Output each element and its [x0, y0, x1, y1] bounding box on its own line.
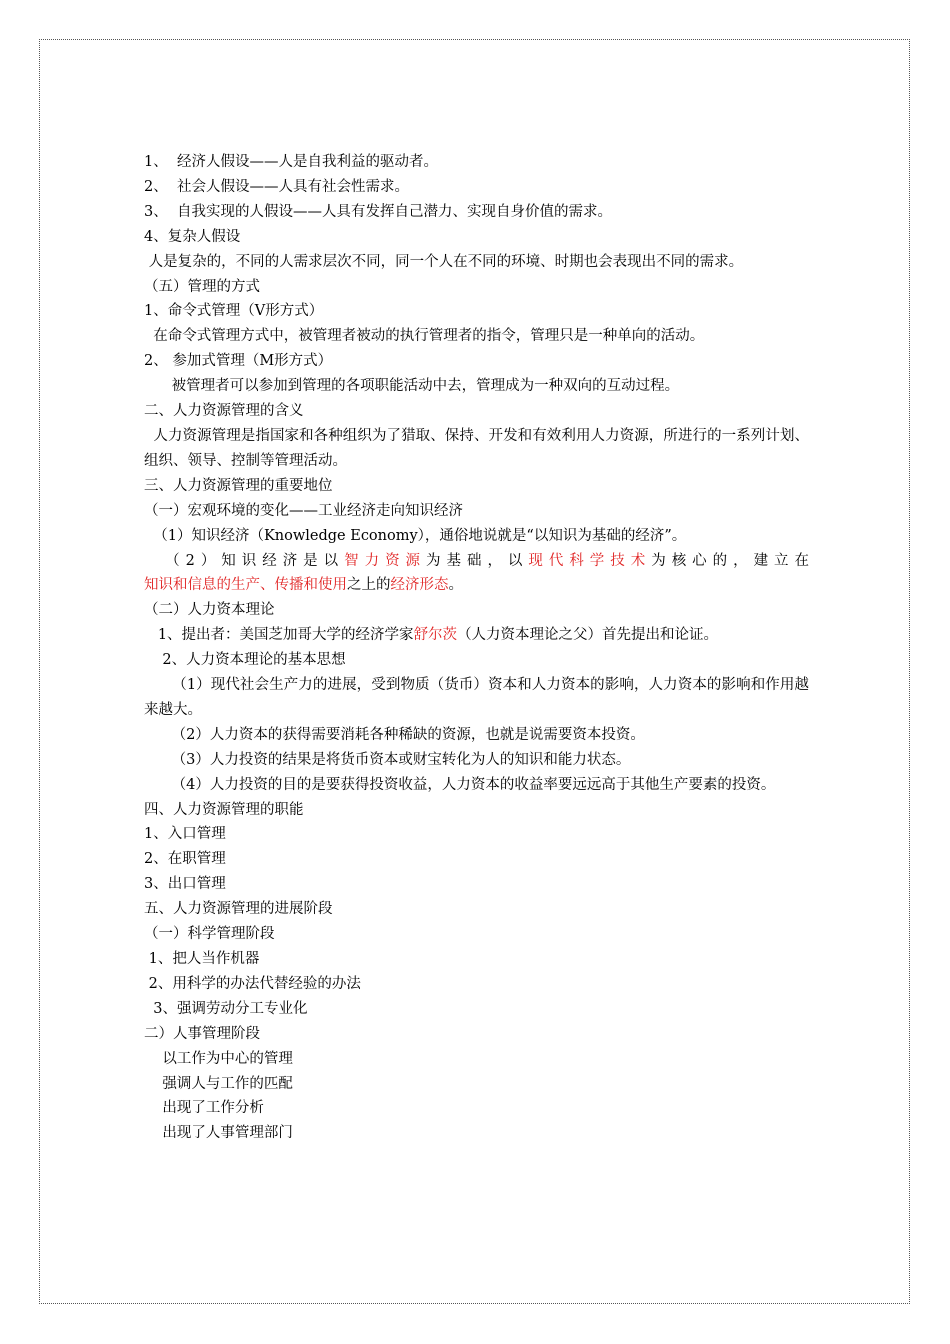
- text-span: 为核心的，建立在: [651, 552, 810, 569]
- text-line: 以工作为中心的管理: [144, 1050, 293, 1067]
- highlight-text: 智力资源: [344, 552, 427, 569]
- text-line: 出现了人事管理部门: [144, 1125, 293, 1142]
- text-line: 4、复杂人假设: [144, 228, 241, 245]
- text-line: 3、出口管理: [144, 876, 226, 893]
- subsection-heading: （一）科学管理阶段: [144, 926, 275, 943]
- paragraph: 人是复杂的，不同的人需求层次不同，同一个人在不同的环境、时期也会表现出不同的需求。: [144, 253, 744, 270]
- document-body: [144, 150, 809, 1146]
- text-line: 1、入口管理: [144, 826, 226, 843]
- text-span: 。: [448, 577, 463, 594]
- text-line: 3、 自我实现的人假设——人具有发挥自己潜力、实现自身价值的需求。: [144, 203, 612, 220]
- section-heading: 四、人力资源管理的职能: [144, 801, 304, 818]
- section-heading: 三、人力资源管理的重要地位: [144, 477, 333, 494]
- text-span: （2）知识经济是以: [144, 552, 345, 569]
- text-line: 出现了工作分析: [144, 1100, 264, 1117]
- highlight-text: 现代科学技术: [528, 552, 652, 569]
- knowledge-economy-paragraph: [144, 549, 809, 599]
- text-line: 1、命令式管理（V形方式）: [144, 303, 324, 320]
- highlight-text: 知识和信息的生产、传播和使用: [144, 577, 347, 594]
- text-line: （1）知识经济（Knowledge Economy），通俗地说就是“以知识为基础的经济”。: [144, 527, 687, 544]
- text-span: （人力资本理论之父）首先提出和论证。: [457, 627, 719, 644]
- text-span: 为基础，以: [426, 552, 529, 569]
- text-line: 2、用科学的办法代替经验的办法: [144, 975, 361, 992]
- text-line: 被管理者可以参加到管理的各项职能活动中去，管理成为一种双向的互动过程。: [144, 378, 680, 395]
- section-heading: 五、人力资源管理的进展阶段: [144, 901, 333, 918]
- subsection-heading: （二）人力资本理论: [144, 602, 275, 619]
- section-heading: 二、人力资源管理的含义: [144, 403, 304, 420]
- highlight-text: 经济形态: [390, 577, 449, 594]
- text-line: 1、 经济人假设——人是自我利益的驱动者。: [144, 154, 438, 170]
- subsection-heading: （一）宏观环境的变化——工业经济走向知识经济: [144, 502, 463, 519]
- text-line: （2）人力资本的获得需要消耗各种稀缺的资源，也就是说需要资本投资。: [144, 726, 645, 743]
- subsection-heading: 二）人事管理阶段: [144, 1025, 260, 1042]
- highlight-text: 舒尔茨: [413, 627, 458, 644]
- proposer-line: [144, 623, 809, 648]
- paragraph: （4）人力投资的目的是要获得投资收益，人力资本的收益率要远远高于其他生产要素的投资。: [144, 776, 776, 793]
- text-line: 2、 参加式管理（M形方式）: [144, 353, 333, 370]
- text-line: （3）人力投资的结果是将货币资本或财宝转化为人的知识和能力状态。: [144, 751, 631, 768]
- text-line: 强调人与工作的匹配: [144, 1075, 293, 1092]
- paragraph: 人力资源管理是指国家和各种组织为了猎取、保持、开发和有效利用人力资源，所进行的一系列计划、组织、领导、控制等管理活动。: [144, 427, 810, 469]
- text-line: 2、在职管理: [144, 851, 226, 868]
- paragraph: （1）现代社会生产力的进展，受到物质（货币）资本和人力资本的影响，人力资本的影响和作用越来越大。: [144, 677, 810, 718]
- text-line: 2、 社会人假设——人具有社会性需求。: [144, 178, 409, 195]
- text-line: 2、人力资本理论的基本思想: [144, 652, 346, 669]
- text-span: 1、提出者：美国芝加哥大学的经济学家: [144, 627, 414, 644]
- section-heading: （五）管理的方式: [144, 278, 260, 295]
- text-line: 在命令式管理方式中，被管理者被动的执行管理者的指令，管理只是一种单向的活动。: [144, 328, 705, 345]
- text-line: 1、把人当作机器: [144, 951, 260, 967]
- text-line: 3、强调劳动分工专业化: [144, 1000, 308, 1017]
- text-span: 之上的: [347, 577, 391, 594]
